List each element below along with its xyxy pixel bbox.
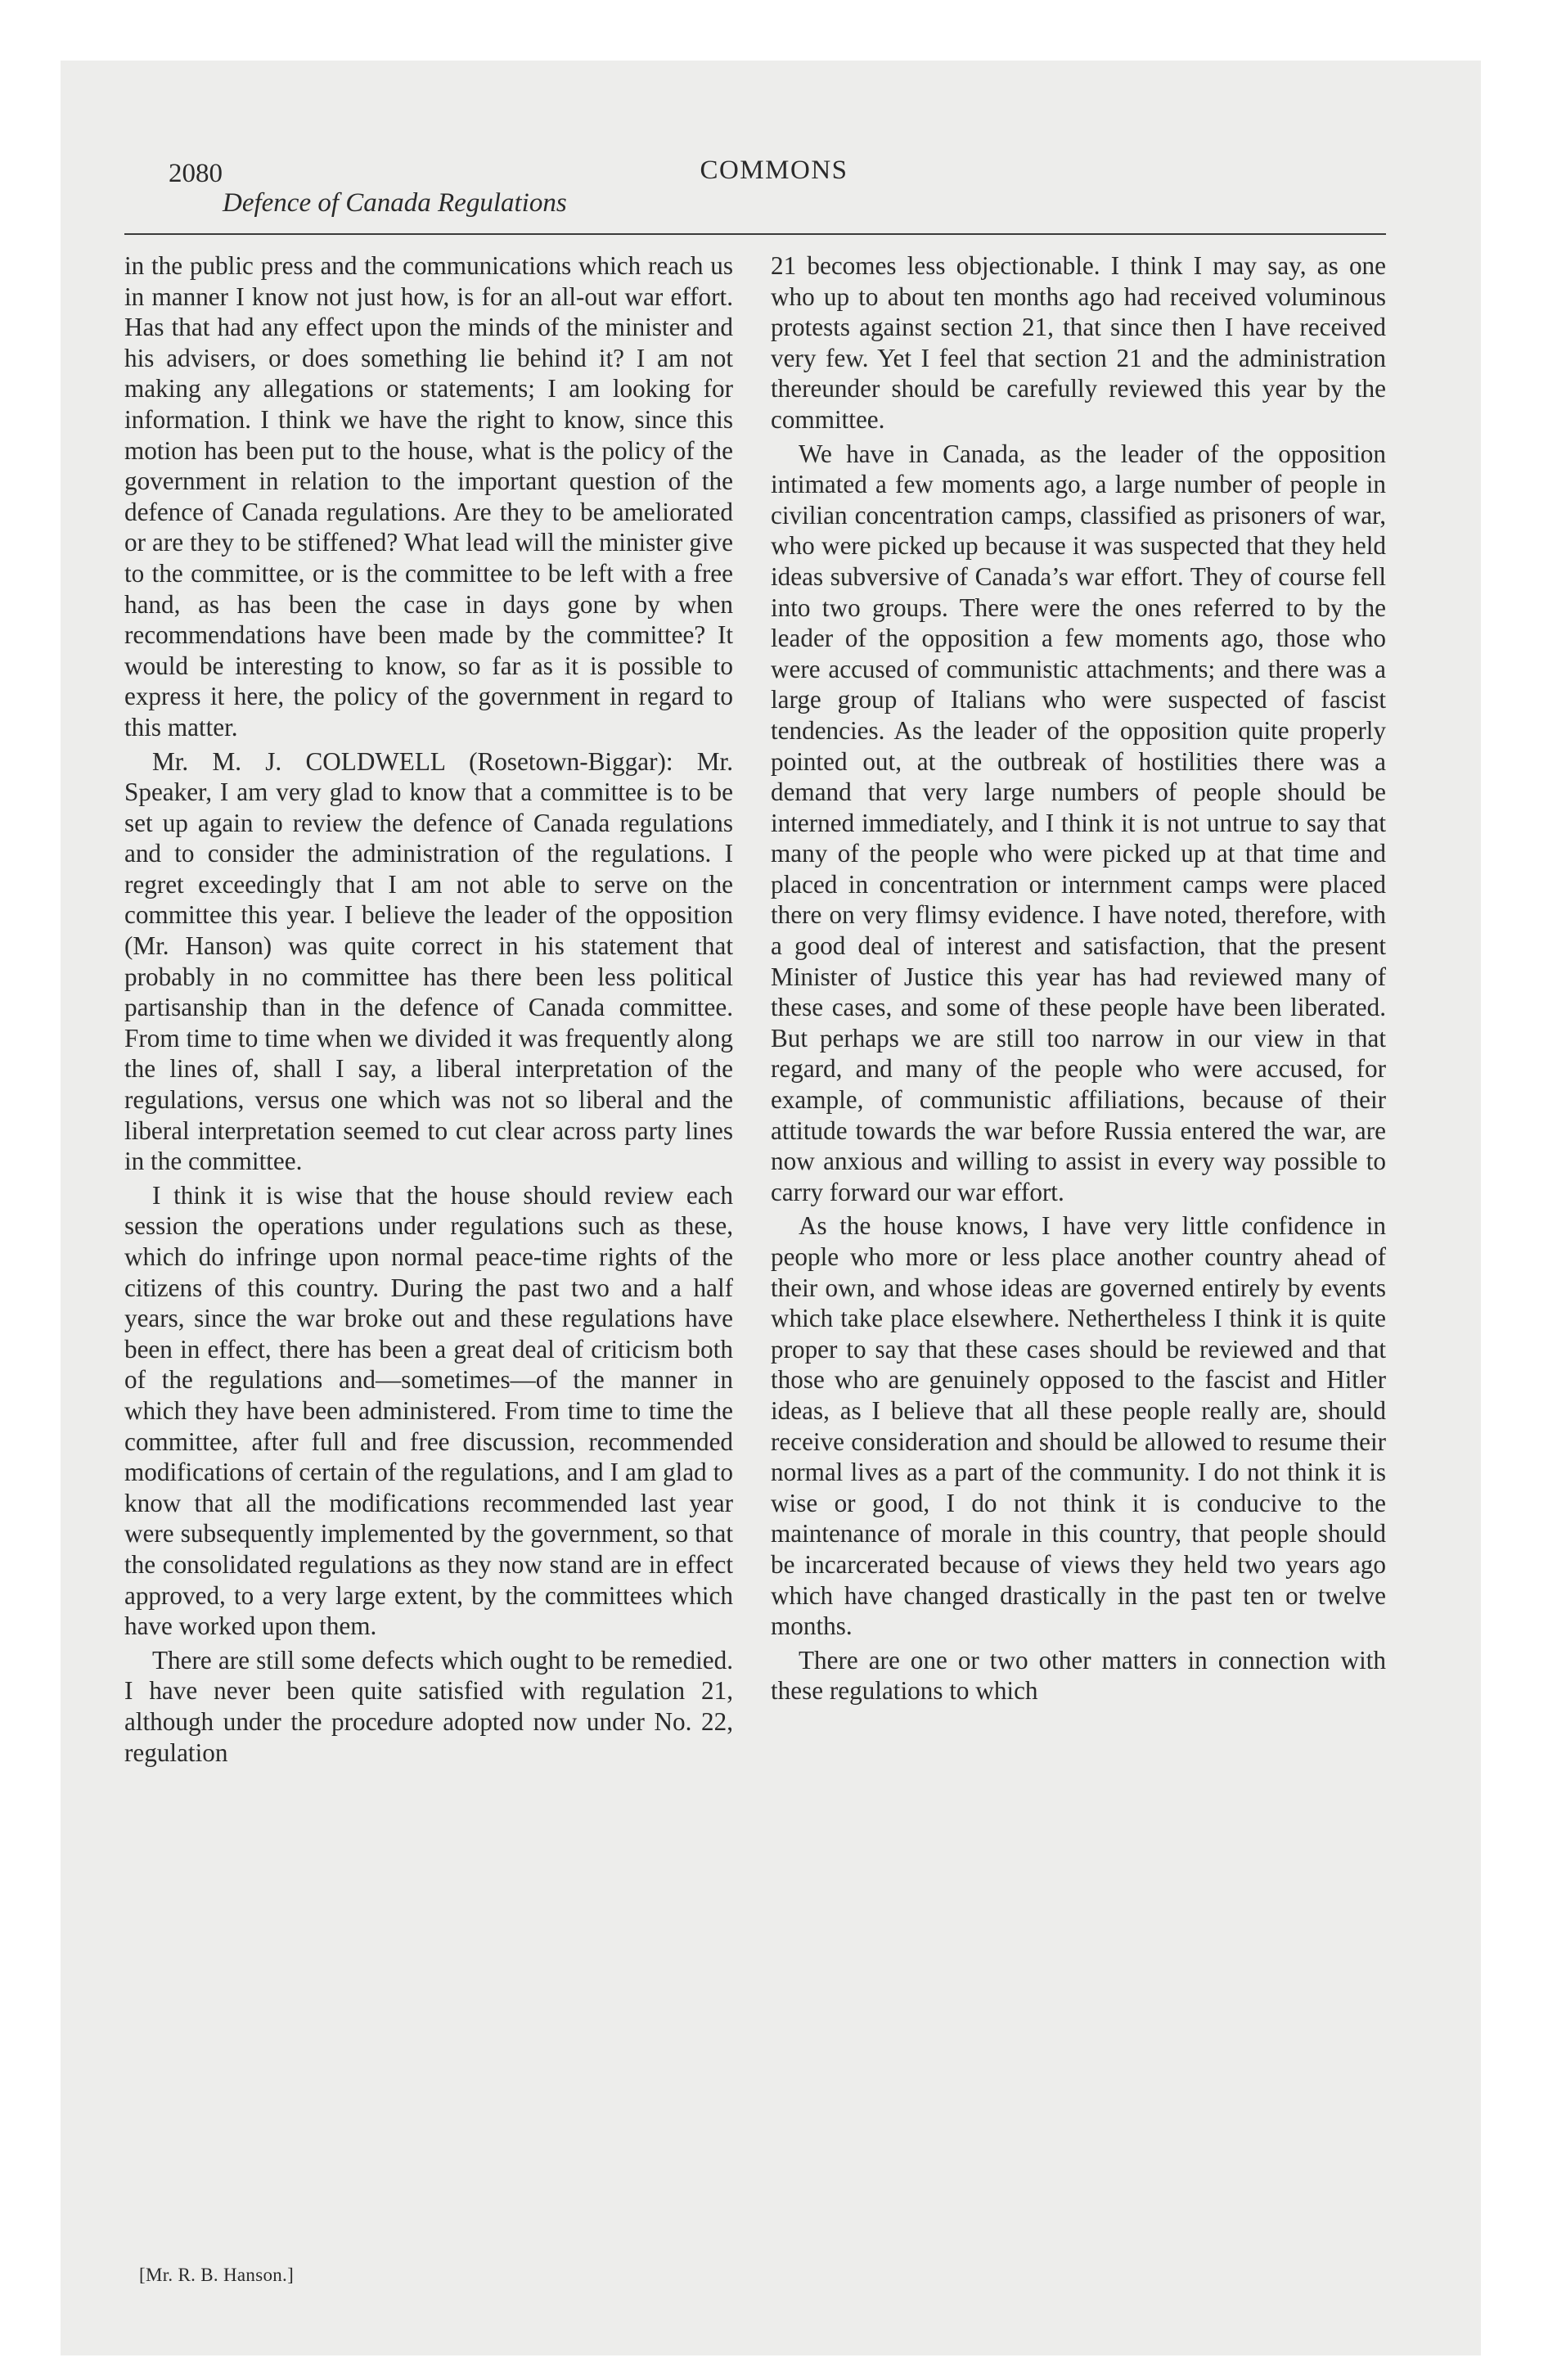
paragraph: As the house knows, I have very little confidence in people who more or less place another country ahead of their own, and whose ideas are governed entirely by events which take place elsewhere. Nethertheless I think it is quite proper to say that these cases should be reviewed and that those who are genuinely opposed to the fascist and Hitler ideas, as I believe that all these people really are, should receive consideration and should be allowed to resume their normal lives as a part of the community. I do not think it is wise or good, I do not think it is conducive to the maintenance of morale in this country, that people should be incarcerated because of views they held two years ago which have changed drastically in the past ten or twelve months. <box>771 1211 1386 1641</box>
running-subtitle: Defence of Canada Regulations <box>223 188 567 218</box>
header-rule <box>124 233 1386 235</box>
speaker-footer: [Mr. R. B. Hanson.] <box>139 2265 295 2285</box>
paragraph: 21 becomes less objectionable. I think I may say, as one who up to about ten months ago had received voluminous protests against section 21, that since then I have received very few. Yet I feel that section 21 and the administration thereunder should be carefully reviewed this year by the committee. <box>771 251 1386 434</box>
running-title: COMMONS <box>700 156 848 185</box>
paragraph: We have in Canada, as the leader of the opposition intimated a few moments ago, a large number of people in civilian concentration camps, classified as prisoners of war, who were picked up because it was suspected that they held ideas subversive of Canada’s war effort. They of course fell into two groups. There were the ones referred to by the leader of the opposition a few moments ago, those who were accused of communistic attachments; and there was a large group of Italians who were suspected of fascist tendencies. As the leader of the opposition quite properly pointed out, at the outbreak of hostilities there was a demand that very large numbers of people should be interned immediately, and I think it is not untrue to say that many of the people who were picked up at that time and placed in concentration or internment camps were placed there on very flimsy evidence. I have noted, therefore, with a good deal of interest and satisfaction, that the present Minister of Justice this year has had reviewed many of these cases, and some of these people have been liberated. But perhaps we are still too narrow in our view in that regard, and many of the people who were accused, for example, of communistic affiliations, because of their attitude towards the war before Russia entered the war, are now anxious and willing to assist in every way possible to carry forward our war effort. <box>771 439 1386 1206</box>
paragraph: There are one or two other matters in connection with these regulations to which <box>771 1645 1386 1706</box>
page-number: 2080 <box>169 159 223 188</box>
right-column <box>771 250 1386 1706</box>
left-column <box>124 250 733 1768</box>
paragraph: There are still some defects which ought to be remedied. I have never been quite satisfied with regulation 21, although under the procedure adopted now under No. 22, regulation <box>124 1645 733 1767</box>
paragraph: in the public press and the communications which reach us in manner I know not just how, is for an all-out war effort. Has that had any effect upon the minds of the minister and his advisers, or does something lie behind it? I am not making any allegations or statements; I am looking for information. I think we have the right to know, since this motion has been put to the house, what is the policy of the government in relation to the important question of the defence of Canada regulations. Are they to be ameliorated or are they to be stiffened? What lead will the minister give to the committee, or is the committee to be left with a free hand, as has been the case in days gone by when recommendations have been made by the committee? It would be interesting to know, so far as it is possible to express it here, the policy of the government in regard to this matter. <box>124 251 733 741</box>
paragraph: Mr. M. J. COLDWELL (Rosetown-Biggar): Mr. Speaker, I am very glad to know that a committee is to be set up again to review the defence of Canada regulations and to consider the administration of the regulations. I regret exceedingly that I am not able to serve on the committee this year. I believe the leader of the opposition (Mr. Hanson) was quite correct in his statement that probably in no committee has there been less political partisanship than in the defence of Canada committee. From time to time when we divided it was frequently along the lines of, shall I say, a liberal interpretation of the regulations, versus one which was not so liberal and the liberal interpretation seemed to cut clear across party lines in the committee. <box>124 746 733 1176</box>
paragraph: I think it is wise that the house should review each session the operations under regulations such as these, which do infringe upon normal peace-time rights of the citizens of this country. During the past two and a half years, since the war broke out and these regulations have been in effect, there has been a great deal of criticism both of the regulations and—sometimes—of the manner in which they have been administered. From time to time the committee, after full and free discussion, recommended modifications of certain of the regulations, and I am glad to know that all the modifications recommended last year were subsequently implemented by the government, so that the consolidated regulations as they now stand are in effect approved, to a very large extent, by the committees which have worked upon them. <box>124 1180 733 1641</box>
